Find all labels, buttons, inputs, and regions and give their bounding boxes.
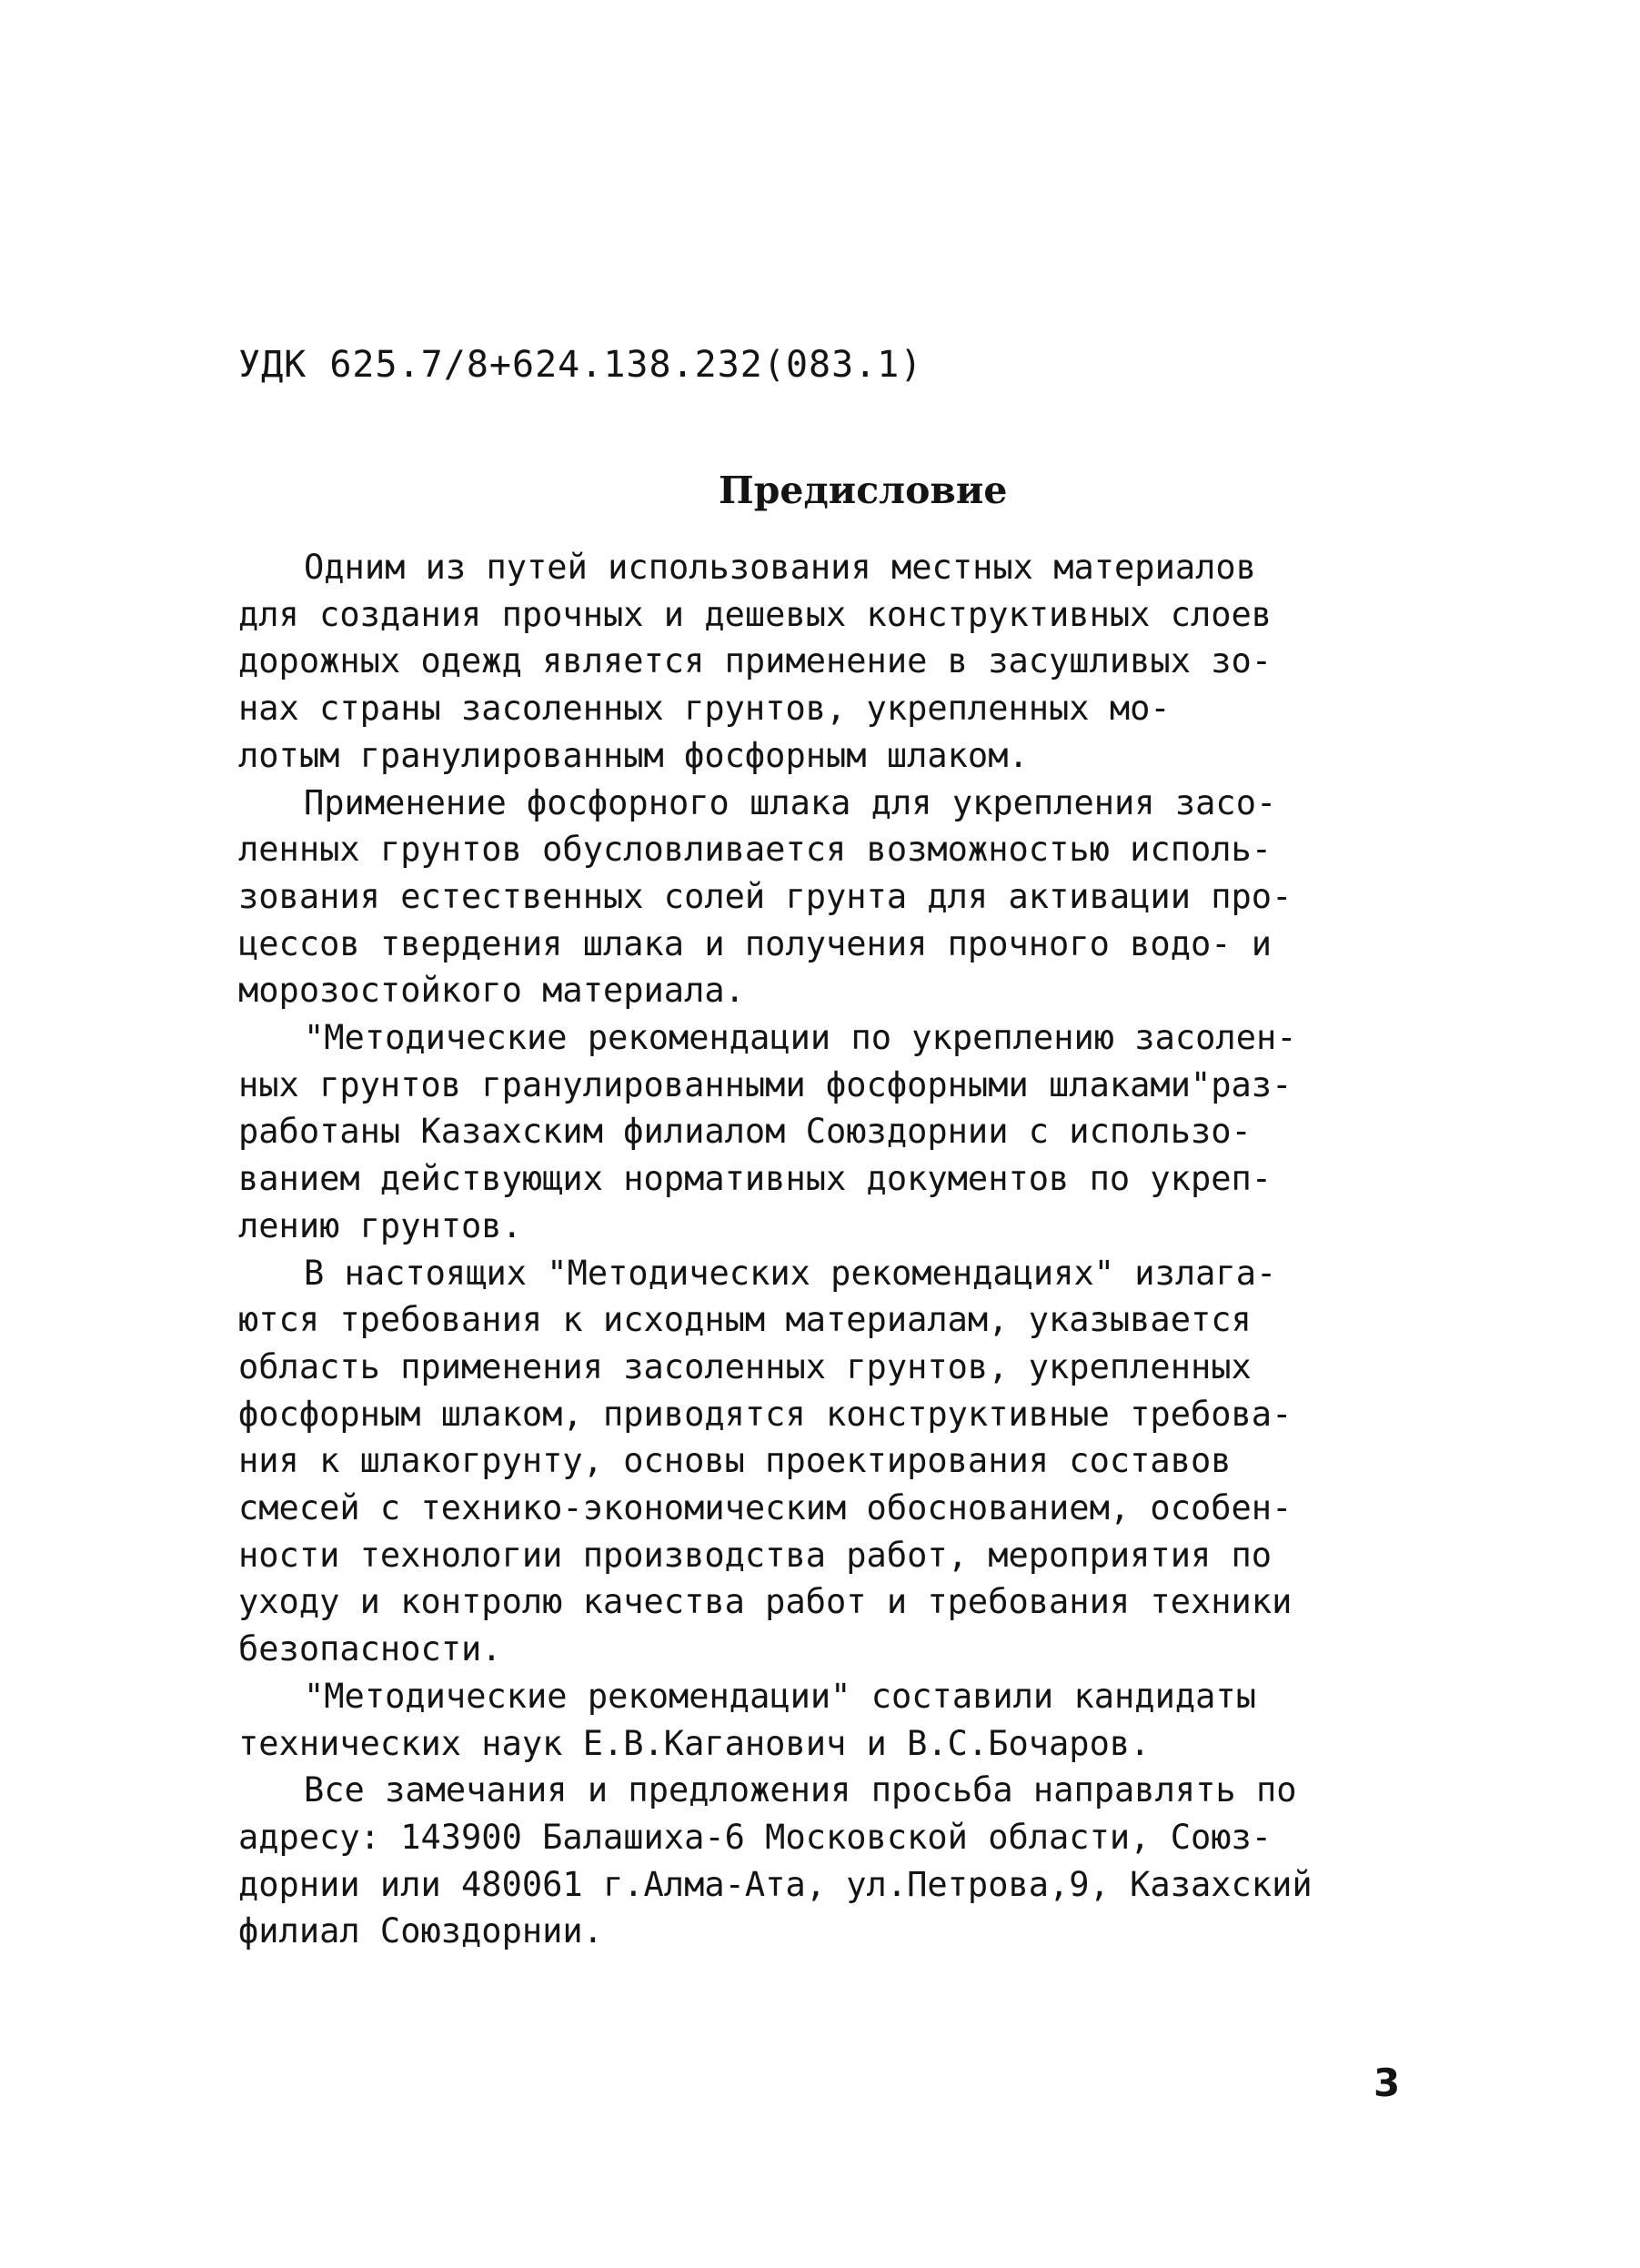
text-line: ния к шлакогрунту, основы проектирования составов [238,1441,1232,1481]
paragraph-3 [238,1014,1430,1250]
text-line: уходу и контролю качества работ и требования техники [238,1582,1293,1622]
text-line: Одним из путей использования местных материалов [304,548,1256,587]
body-text [238,544,1430,1955]
udk-code: УДК 625.7/8+624.138.232(083.1) [238,344,923,386]
text-line: морозостойкого материала. [238,971,745,1011]
text-line: цессов твердения шлака и получения прочного водо- и [238,923,1273,963]
text-line: ных грунтов гранулированными фосфорными шлаками"раз- [238,1064,1293,1104]
text-line: "Методические рекомендации по укреплению засолен- [304,1018,1297,1058]
text-line: лотым гранулированным фосфорным шлаком. [238,735,1029,775]
text-line: адресу: 143900 Балашиха-6 Московской области, Союз- [238,1817,1273,1857]
text-line: смесей с технико-экономическим обоснованием, особен- [238,1488,1293,1528]
text-line: ванием действующих нормативных документов по укреп- [238,1159,1273,1199]
text-line: филиал Союздорнии. [238,1911,603,1951]
text-line: В настоящих "Методических рекомендациях" излага- [304,1253,1277,1293]
paragraph-2 [238,780,1430,1015]
text-line: дорожных одежд является применение в засушливых зо- [238,641,1273,681]
text-line: для создания прочных и дешевых конструктивных слоев [238,594,1273,634]
text-line: ются требования к исходным материалам, указывается [238,1300,1252,1340]
paragraph-5 [238,1673,1430,1767]
text-line: работаны Казахским филиалом Союздорнии с использо- [238,1112,1252,1152]
paragraph-4 [238,1250,1430,1673]
text-line: ности технологии производства работ, мероприятия по [238,1535,1273,1575]
text-line: дорнии или 480061 г.Алма-Ата, ул.Петрова,9, Казахский [238,1864,1313,1904]
paragraph-1 [238,544,1430,780]
text-line: технических наук Е.В.Каганович и В.С.Бочаров. [238,1723,1151,1763]
paragraph-6 [238,1767,1430,1955]
text-line: зования естественных солей грунта для активации про- [238,876,1293,916]
text-line: Применение фосфорного шлака для укрепления засо- [304,782,1277,822]
text-line: безопасности. [238,1629,502,1669]
text-line: Все замечания и предложения просьба направлять по [304,1770,1297,1810]
text-line: фосфорным шлаком, приводятся конструктивные требова- [238,1394,1293,1434]
page-title: Предисловие [719,469,1008,512]
text-line: область применения засоленных грунтов, укрепленных [238,1346,1252,1386]
text-line: "Методические рекомендации" составили кандидаты [304,1676,1256,1716]
text-line: ленных грунтов обусловливается возможностью исполь- [238,830,1273,870]
page-number: 3 [1373,2061,1401,2105]
text-line: лению грунтов. [238,1205,522,1245]
text-line: нах страны засоленных грунтов, укрепленных мо- [238,689,1171,729]
